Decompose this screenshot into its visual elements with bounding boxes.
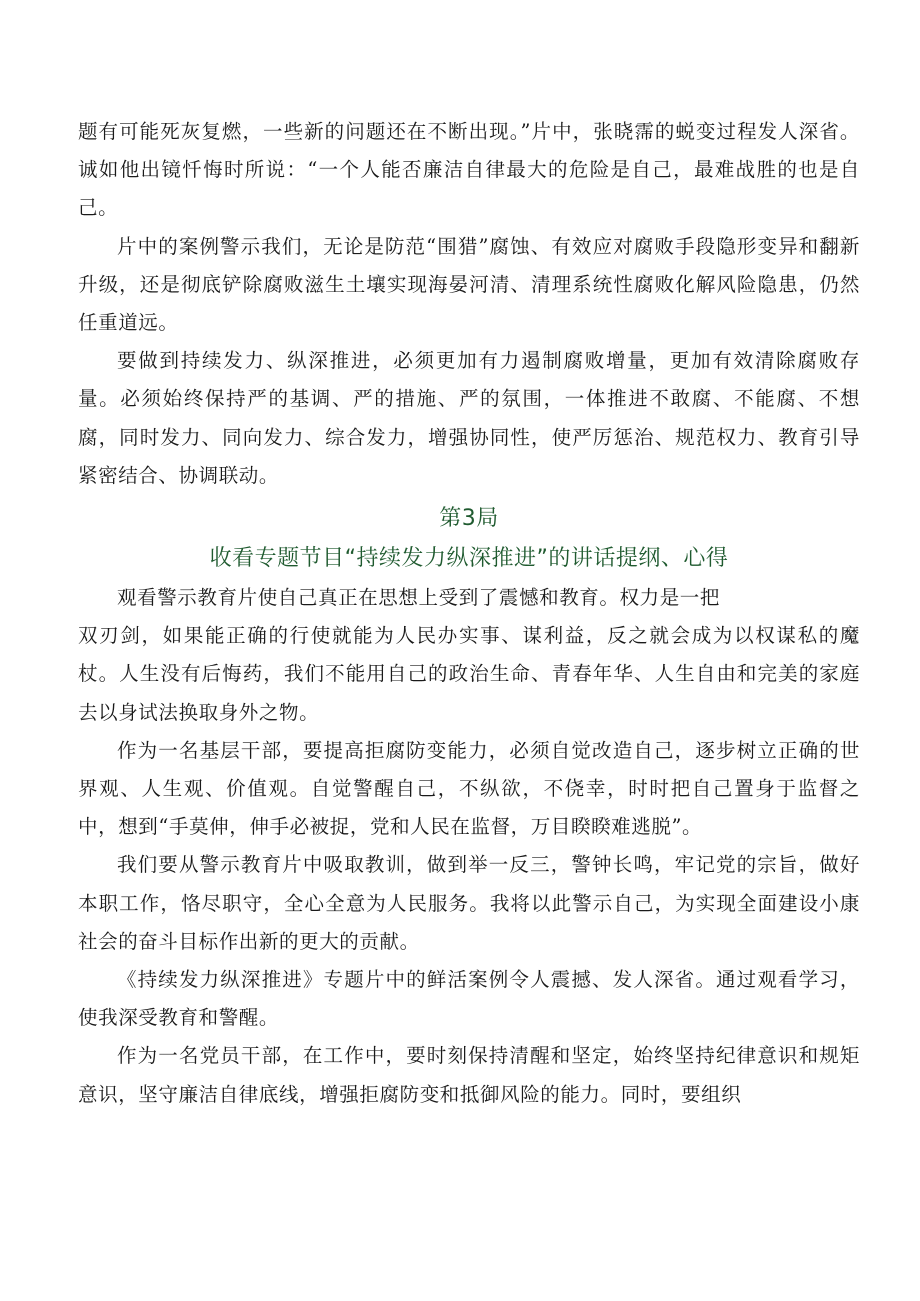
- section-number: 第3局: [439, 506, 499, 532]
- paragraph-first-line: 观看警示教育片使自己真正在思想上受到了震憾和教育。权力是一把: [117, 586, 721, 610]
- paragraph: 要做到持续发力、纵深推进，必须更加有力遏制腐败增量，更加有效清除腐败存量。必须始终保持严的基调、严的措施、严的氛围，一体推进不敢腐、不能腐、不想腐，同时发力、同向发力、综合发力，增强协同性，使严厉惩治、规范权力、教育引导紧密结合、协调联动。: [78, 349, 860, 487]
- paragraph: 片中的案例警示我们，无论是防范“围猎”腐蚀、有效应对腐败手段隐形变异和翻新升级，还是彻底铲除腐败滋生土壤实现海晏河清、清理系统性腐败化解风险隐患，仍然任重道远。: [78, 234, 860, 335]
- paragraph: 《持续发力纵深推进》专题片中的鲜活案例令人震撼、发人深省。通过观看学习，使我深受教育和警醒。: [78, 968, 860, 1030]
- paragraph: 作为一名基层干部，要提高拒腐防变能力，必须自觉改造自己，逐步树立正确的世界观、人生观、价值观。自觉警醒自己，不纵欲，不侥幸，时时把自己置身于监督之中，想到“手莫伸，伸手必被捉，党和人民在监督，万目睽睽难逃脱”。: [78, 738, 860, 839]
- paragraph: 作为一名党员干部，在工作中，要时刻保持清醒和坚定，始终坚持纪律意识和规矩意识，坚守廉洁自律底线，增强拒腐防变和抵御风险的能力。同时，要组织: [78, 1044, 860, 1106]
- section-title: 收看专题节目“持续发力纵深推进”的讲话提纲、心得: [209, 546, 729, 572]
- document-body: [78, 113, 860, 1114]
- paragraph: 题有可能死灰复燃，一些新的问题还在不断出现。”片中，张晓霈的蜕变过程发人深省。诚如他出镜忏悔时所说：“一个人能否廉洁自律最大的危险是自己，最难战胜的也是自己。: [78, 120, 860, 220]
- paragraph: 我们要从警示教育片中吸取教训，做到举一反三，警钟长鸣，牢记党的宗旨，做好本职工作，恪尽职守，全心全意为人民服务。我将以此警示自己，为实现全面建设小康社会的奋斗目标作出新的更大的贡献。: [78, 853, 860, 953]
- paragraph-continuation: 双刃剑，如果能正确的行使就能为人民办实事、谋利益，反之就会成为以权谋私的魔杖。人生没有后悔药，我们不能用自己的政治生命、青春年华、人生自由和完美的家庭去以身试法换取身外之物。: [78, 624, 860, 724]
